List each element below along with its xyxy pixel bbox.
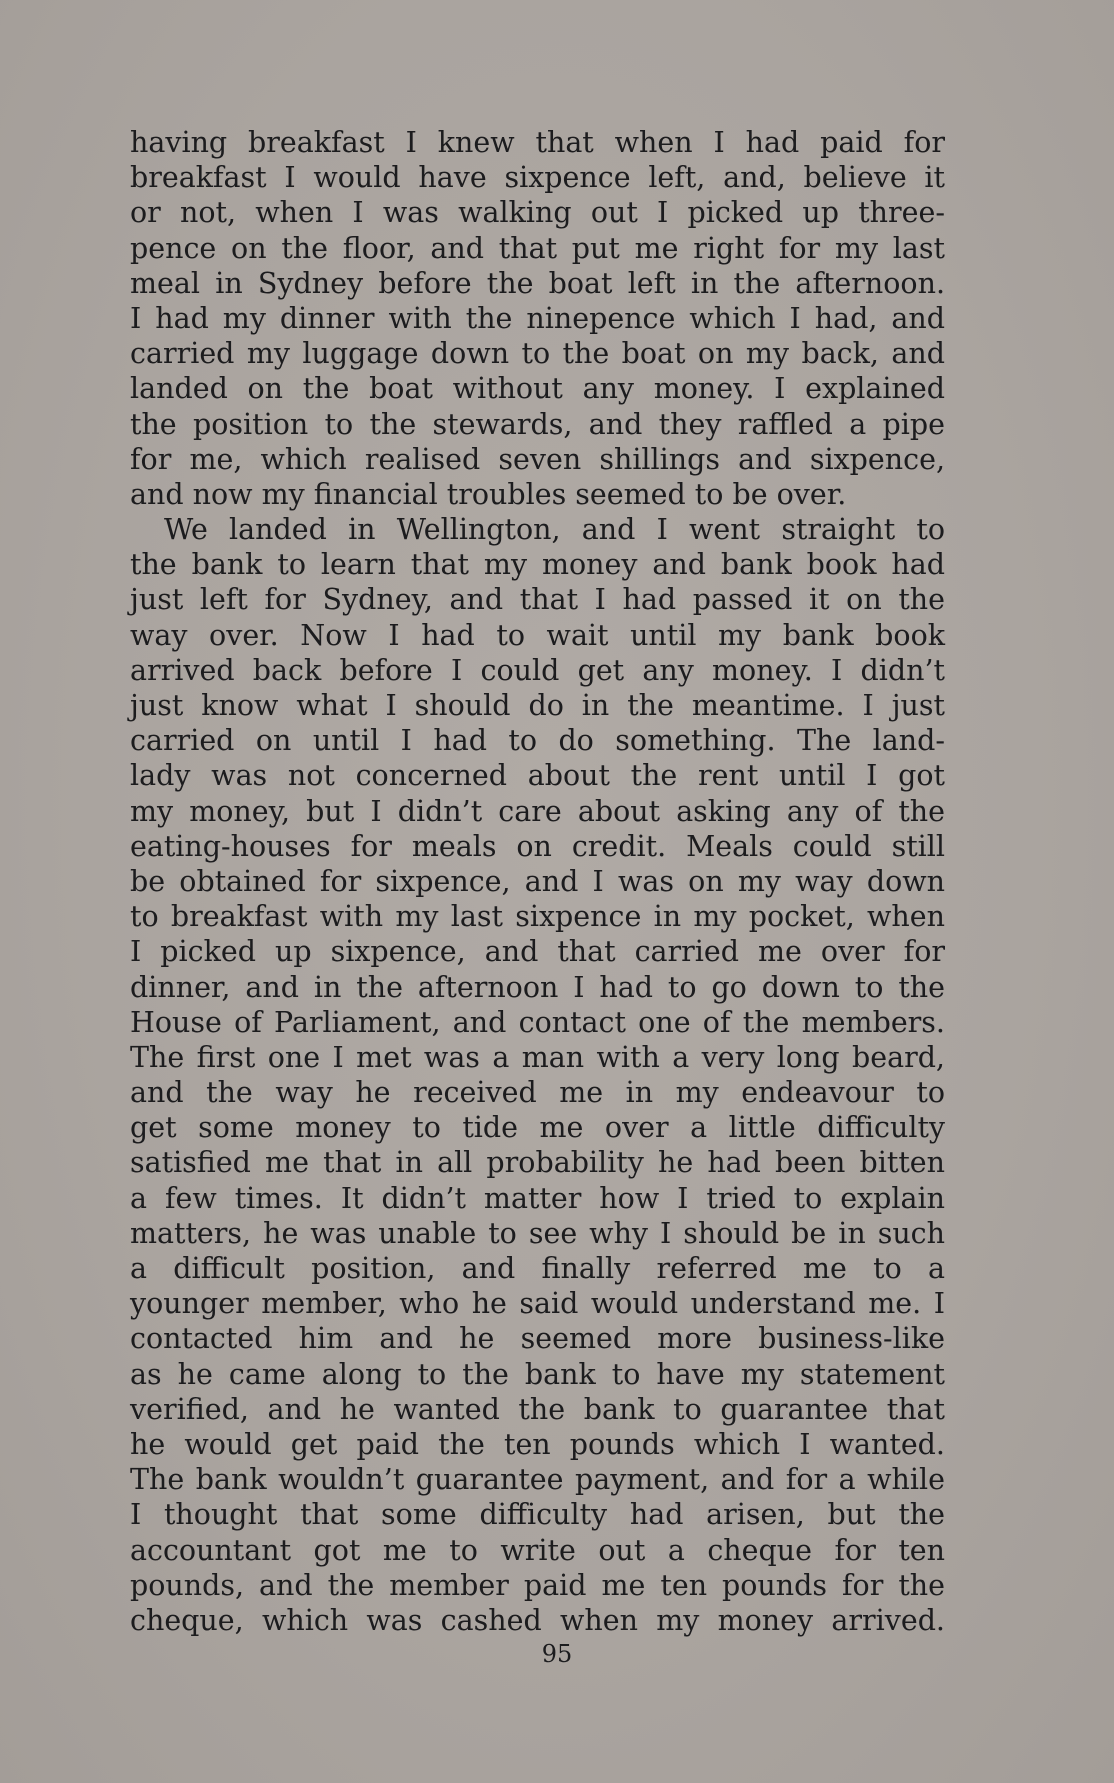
text-line: arrived back before I could get any money. I didn’t [130,653,945,687]
text-line: The first one I met was a man with a very long beard, [130,1040,945,1074]
text-line: to breakfast with my last sixpence in my pocket, when [130,900,945,934]
text-line: pounds, and the member paid me ten pounds for the [130,1568,945,1602]
text-line: matters, he was unable to see why I should be in such [130,1216,945,1250]
text-line: lady was not concerned about the rent until I got [130,759,945,793]
text-line: breakfast I would have sixpence left, and, believe it [130,161,945,195]
text-line: contacted him and he seemed more business-like [130,1322,945,1356]
text-line: carried on until I had to do something. The land- [130,724,945,758]
text-line: meal in Sydney before the boat left in the afternoon. [130,266,945,300]
text-line: the position to the stewards, and they raffled a pipe [130,407,945,441]
text-line: I thought that some difficulty had arisen, but the [130,1498,945,1532]
text-line: I had my dinner with the ninepence which I had, and [130,301,945,335]
text-line: dinner, and in the afternoon I had to go down to the [130,970,945,1004]
text-line: get some money to tide me over a little difficulty [130,1111,945,1145]
text-line: cheque, which was cashed when my money arrived. [130,1603,945,1637]
text-line: I picked up sixpence, and that carried me over for [130,935,945,969]
text-line: my money, but I didn’t care about asking any of the [130,794,945,828]
text-line: and the way he received me in my endeavour to [130,1076,945,1110]
text-line: House of Parliament, and contact one of the members. [130,1005,945,1039]
text-line: he would get paid the ten pounds which I wanted. [130,1427,945,1461]
text-line: having breakfast I knew that when I had paid for [130,126,945,159]
text-line: verified, and he wanted the bank to guarantee that [130,1392,945,1426]
body-text [130,125,945,1638]
text-line: The bank wouldn’t guarantee payment, and for a while [130,1463,945,1497]
text-line: and now my financial troubles seemed to be over. [130,477,847,511]
text-line: satisfied me that in all probability he had been bitten [130,1146,945,1180]
text-line: pence on the floor, and that put me right for my last [130,231,945,265]
text-line: as he came along to the bank to have my statement [130,1357,945,1391]
text-line: just know what I should do in the meantime. I just [130,689,945,722]
text-line: or not, when I was walking out I picked up three- [130,196,945,230]
text-line: just left for Sydney, and that I had passed it on the [130,583,945,617]
text-line: way over. Now I had to wait until my bank book [130,618,945,652]
text-line: accountant got me to write out a cheque for ten [130,1533,945,1567]
page-number: 95 [541,1640,573,1668]
text-line: the bank to learn that my money and bank book had [130,548,945,582]
text-line: landed on the boat without any money. I explained [130,372,945,406]
text-line: a difficult position, and finally referred me to a [130,1252,945,1285]
text-line: younger member, who he said would understand me. I [130,1287,945,1321]
text-line: We landed in Wellington, and I went straight to [164,513,945,547]
text-line: for me, which realised seven shillings and sixpence, [130,442,945,476]
text-line: eating-houses for meals on credit. Meals could still [130,829,945,863]
text-line: be obtained for sixpence, and I was on my way down [130,864,945,898]
text-line: carried my luggage down to the boat on my back, and [130,337,945,371]
text-line: a few times. It didn’t matter how I tried to explain [130,1181,945,1215]
